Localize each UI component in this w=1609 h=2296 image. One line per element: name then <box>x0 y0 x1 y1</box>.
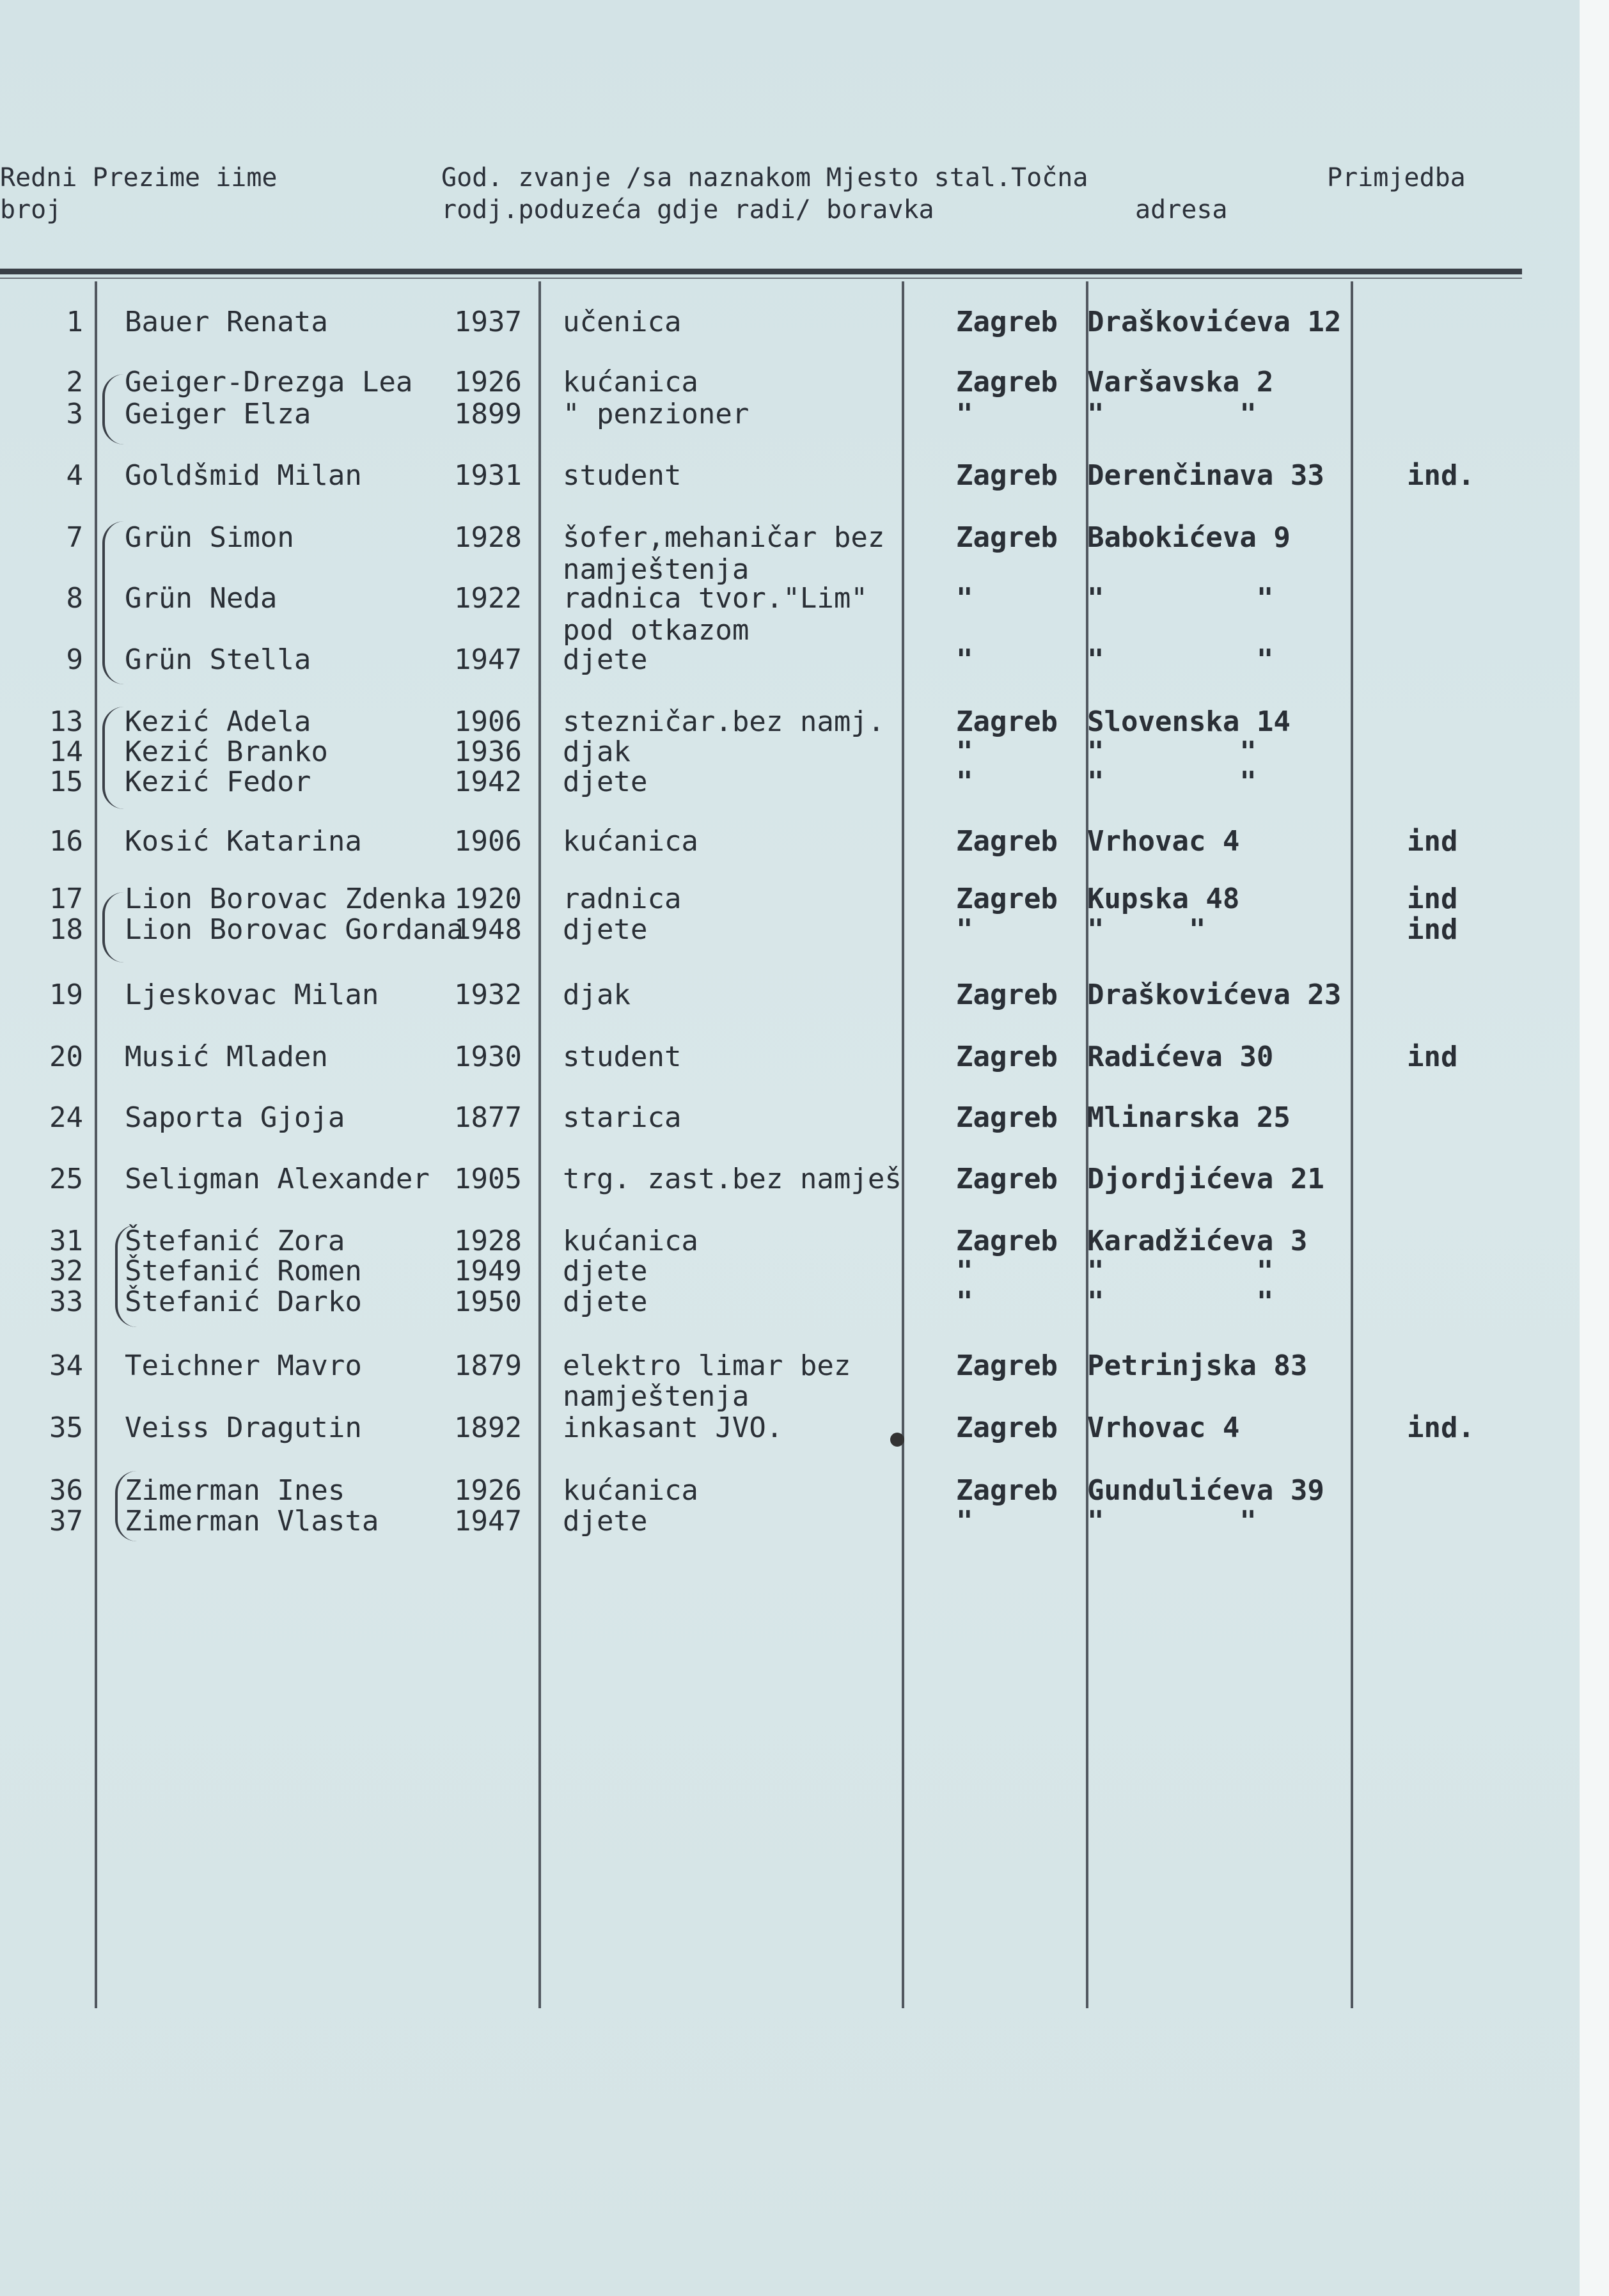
column-line-1 <box>95 281 97 2008</box>
row-occ: stezničar.bez namj. <box>563 705 885 738</box>
row-name: Veiss Dragutin <box>125 1411 362 1444</box>
row-occ: namještenja <box>563 553 750 586</box>
row-note: ind <box>1407 825 1458 858</box>
row-year: 1926 <box>454 366 522 398</box>
row-city: " <box>956 643 973 676</box>
row-occ: student <box>563 1041 682 1073</box>
row-occ: namještenja <box>563 1380 750 1413</box>
row-city: Zagreb <box>956 979 1058 1011</box>
row-occ: kućanica <box>563 1474 698 1507</box>
row-year: 1948 <box>454 913 522 946</box>
row-city: Zagreb <box>956 306 1058 338</box>
column-line-2 <box>538 281 541 2008</box>
row-name: Teichner Mavro <box>125 1349 362 1382</box>
header-rule <box>0 269 1522 274</box>
row-city: Zagreb <box>956 1225 1058 1257</box>
row-n: 8 <box>66 582 83 615</box>
row-city: Zagreb <box>956 1349 1058 1382</box>
row-year: 1879 <box>454 1349 522 1382</box>
row-n: 9 <box>66 643 83 676</box>
row-city: Zagreb <box>956 825 1058 858</box>
header-col3: Primjedba <box>1327 163 1466 193</box>
header-col2c: adresa <box>1135 195 1228 224</box>
family-brace <box>102 374 124 444</box>
row-n: 25 <box>49 1163 83 1195</box>
row-name: Lion Borovac Gordana <box>125 913 464 946</box>
row-year: 1928 <box>454 521 522 554</box>
row-city: " <box>956 735 973 768</box>
header-rule-thin <box>0 278 1522 279</box>
row-year: 1892 <box>454 1411 522 1444</box>
row-occ: djete <box>563 1505 648 1537</box>
row-addr: " " <box>1087 1286 1274 1318</box>
row-name: Kosić Katarina <box>125 825 362 858</box>
row-addr: " " <box>1087 398 1257 430</box>
row-n: 2 <box>66 366 83 398</box>
row-name: Grün Stella <box>125 643 311 676</box>
row-n: 17 <box>49 883 83 915</box>
row-occ: trg. zast.bez namješ <box>563 1163 902 1195</box>
header-col1a: Redni Prezime iime <box>0 163 278 193</box>
row-n: 35 <box>49 1411 83 1444</box>
row-occ: šofer,mehaničar bez <box>563 521 885 554</box>
column-line-5 <box>1351 281 1353 2008</box>
row-occ: inkasant JVO. <box>563 1411 783 1444</box>
row-name: Saporta Gjoja <box>125 1101 345 1134</box>
family-brace <box>102 521 124 684</box>
row-occ: elektro limar bez <box>563 1349 851 1382</box>
row-name: Grün Simon <box>125 521 294 554</box>
row-city: Zagreb <box>956 521 1058 554</box>
row-city: Zagreb <box>956 1041 1058 1073</box>
row-note: ind <box>1407 1041 1458 1073</box>
row-year: 1926 <box>454 1474 522 1507</box>
row-occ: radnica tvor."Lim" <box>563 582 868 615</box>
row-occ: kućanica <box>563 1225 698 1257</box>
row-occ: djete <box>563 1286 648 1318</box>
paper-edge <box>1580 0 1609 2296</box>
row-name: Goldšmid Milan <box>125 459 362 492</box>
row-year: 1931 <box>454 459 522 492</box>
row-addr: " " <box>1087 582 1274 615</box>
row-addr: Kupska 48 <box>1087 883 1240 915</box>
row-occ: starica <box>563 1101 682 1134</box>
row-occ: djete <box>563 766 648 798</box>
row-name: Ljeskovac Milan <box>125 979 379 1011</box>
row-occ: djete <box>563 1255 648 1287</box>
row-name: Kezić Adela <box>125 705 311 738</box>
row-n: 34 <box>49 1349 83 1382</box>
row-addr: Varšavska 2 <box>1087 366 1274 398</box>
row-n: 13 <box>49 705 83 738</box>
row-occ: djak <box>563 979 631 1011</box>
row-addr: Draškovićeva 23 <box>1087 979 1342 1011</box>
row-year: 1937 <box>454 306 522 338</box>
row-city: Zagreb <box>956 1163 1058 1195</box>
row-city: " <box>956 582 973 615</box>
row-n: 1 <box>66 306 83 338</box>
family-brace <box>102 707 124 809</box>
row-city: " <box>956 398 973 430</box>
row-year: 1930 <box>454 1041 522 1073</box>
column-line-3 <box>902 281 904 2008</box>
row-n: 32 <box>49 1255 83 1287</box>
row-year: 1905 <box>454 1163 522 1195</box>
row-city: Zagreb <box>956 705 1058 738</box>
row-addr: Slovenska 14 <box>1087 705 1291 738</box>
row-occ: radnica <box>563 883 682 915</box>
row-occ: učenica <box>563 306 682 338</box>
row-occ: kućanica <box>563 825 698 858</box>
row-name: Lion Borovac Zdenka <box>125 883 447 915</box>
row-city: Zagreb <box>956 1411 1058 1444</box>
row-occ: djak <box>563 735 631 768</box>
row-n: 3 <box>66 398 83 430</box>
row-addr: Karadžićeva 3 <box>1087 1225 1308 1257</box>
row-addr: " " <box>1087 766 1257 798</box>
row-occ: " penzioner <box>563 398 750 430</box>
row-city: Zagreb <box>956 459 1058 492</box>
row-note: ind. <box>1407 459 1475 492</box>
row-year: 1906 <box>454 705 522 738</box>
row-year: 1950 <box>454 1286 522 1318</box>
row-year: 1877 <box>454 1101 522 1134</box>
header-col2b: rodj.poduzeća gdje radi/ boravka <box>441 195 934 224</box>
row-addr: " " <box>1087 913 1206 946</box>
row-n: 15 <box>49 766 83 798</box>
row-addr: Radićeva 30 <box>1087 1041 1274 1073</box>
row-n: 14 <box>49 735 83 768</box>
row-addr: " " <box>1087 1255 1274 1287</box>
row-name: Grün Neda <box>125 582 278 615</box>
row-year: 1922 <box>454 582 522 615</box>
row-city: Zagreb <box>956 1474 1058 1507</box>
row-year: 1920 <box>454 883 522 915</box>
row-name: Zimerman Ines <box>125 1474 345 1507</box>
row-year: 1947 <box>454 1505 522 1537</box>
row-city: Zagreb <box>956 883 1058 915</box>
row-year: 1928 <box>454 1225 522 1257</box>
row-n: 31 <box>49 1225 83 1257</box>
row-addr: Djordjićeva 21 <box>1087 1163 1324 1195</box>
row-addr: Mlinarska 25 <box>1087 1101 1291 1134</box>
row-note: ind. <box>1407 1411 1475 1444</box>
row-occ: kućanica <box>563 366 698 398</box>
header-col1b: broj <box>0 195 62 224</box>
row-name: Bauer Renata <box>125 306 328 338</box>
ink-mark <box>890 1433 904 1447</box>
row-name: Zimerman Vlasta <box>125 1505 379 1537</box>
row-year: 1949 <box>454 1255 522 1287</box>
row-note: ind <box>1407 913 1458 946</box>
row-city: " <box>956 1255 973 1287</box>
row-name: Musić Mladen <box>125 1041 328 1073</box>
row-city: " <box>956 766 973 798</box>
row-year: 1932 <box>454 979 522 1011</box>
row-year: 1942 <box>454 766 522 798</box>
row-addr: Derenčinava 33 <box>1087 459 1324 492</box>
row-year: 1947 <box>454 643 522 676</box>
row-addr: Babokićeva 9 <box>1087 521 1291 554</box>
family-brace <box>102 892 124 963</box>
header-col2a: God. zvanje /sa naznakom Mjesto stal.Točna <box>441 163 1088 193</box>
row-n: 36 <box>49 1474 83 1507</box>
row-year: 1899 <box>454 398 522 430</box>
row-name: Kezić Fedor <box>125 766 311 798</box>
row-n: 19 <box>49 979 83 1011</box>
row-n: 4 <box>66 459 83 492</box>
row-occ: pod otkazom <box>563 614 750 647</box>
row-addr: " " <box>1087 1505 1257 1537</box>
row-addr: Vrhovac 4 <box>1087 1411 1240 1444</box>
row-occ: student <box>563 459 682 492</box>
row-name: Seligman Alexander <box>125 1163 430 1195</box>
row-addr: Draškovićeva 12 <box>1087 306 1342 338</box>
row-n: 24 <box>49 1101 83 1134</box>
row-n: 7 <box>66 521 83 554</box>
row-city: " <box>956 913 973 946</box>
row-city: " <box>956 1286 973 1318</box>
row-name: Štefanić Darko <box>125 1286 362 1318</box>
row-n: 16 <box>49 825 83 858</box>
row-name: Geiger-Drezga Lea <box>125 366 413 398</box>
row-n: 18 <box>49 913 83 946</box>
row-name: Kezić Branko <box>125 735 328 768</box>
row-addr: " " <box>1087 735 1257 768</box>
row-occ: djete <box>563 913 648 946</box>
row-addr: Petrinjska 83 <box>1087 1349 1308 1382</box>
row-addr: Vrhovac 4 <box>1087 825 1240 858</box>
row-city: Zagreb <box>956 1101 1058 1134</box>
row-occ: djete <box>563 643 648 676</box>
row-note: ind <box>1407 883 1458 915</box>
row-n: 20 <box>49 1041 83 1073</box>
row-name: Geiger Elza <box>125 398 311 430</box>
row-name: Štefanić Zora <box>125 1225 345 1257</box>
row-name: Štefanić Romen <box>125 1255 362 1287</box>
row-year: 1906 <box>454 825 522 858</box>
row-city: Zagreb <box>956 366 1058 398</box>
row-n: 37 <box>49 1505 83 1537</box>
row-addr: " " <box>1087 643 1274 676</box>
row-addr: Gundulićeva 39 <box>1087 1474 1324 1507</box>
row-n: 33 <box>49 1286 83 1318</box>
row-city: " <box>956 1505 973 1537</box>
row-year: 1936 <box>454 735 522 768</box>
